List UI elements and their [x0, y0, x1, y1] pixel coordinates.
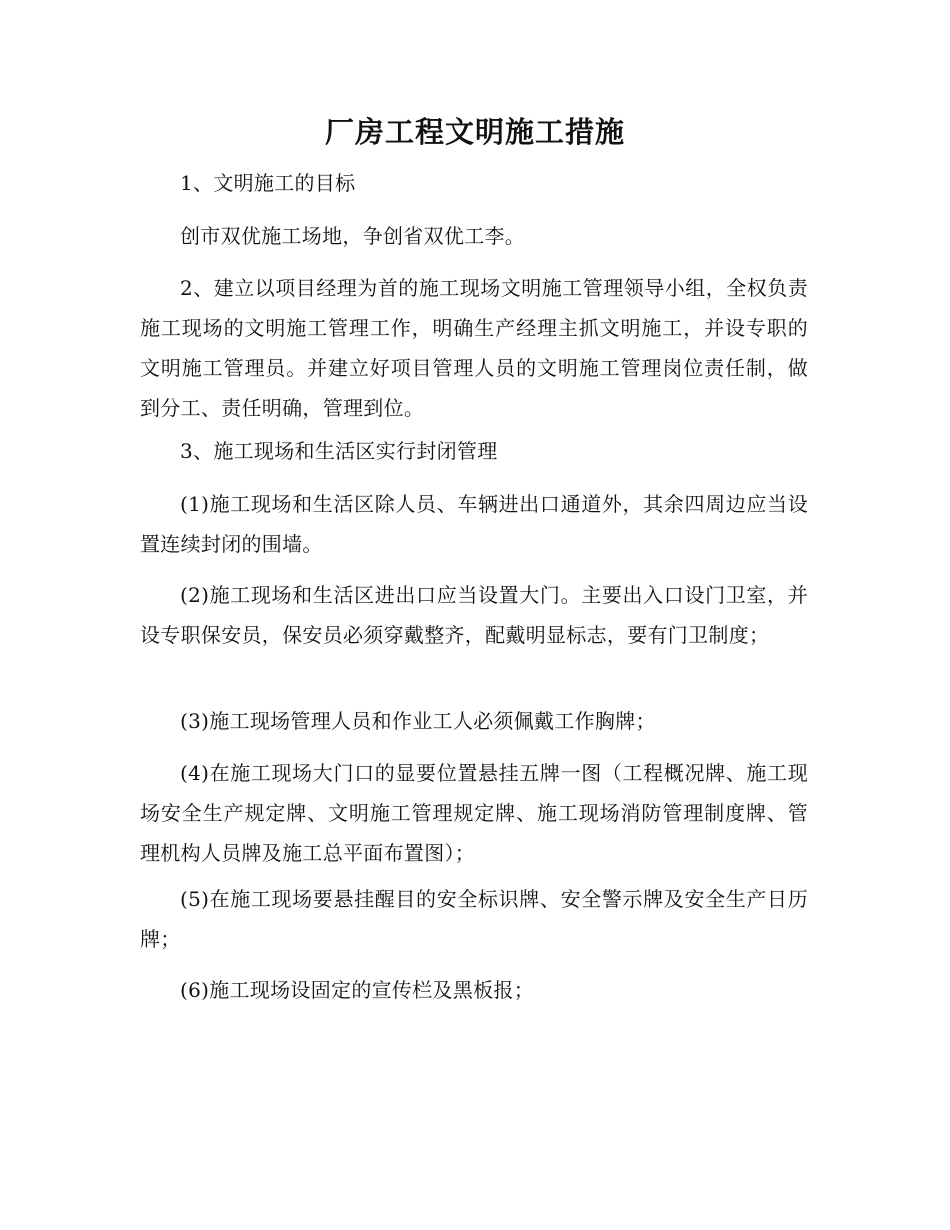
section-heading-goal: 1、文明施工的目标 [180, 171, 356, 195]
paragraph-leadership-group: 2、建立以项目经理为首的施工现场文明施工管理领导小组，全权负责施工现场的文明施工管理工作，明确生产经理主抓文明施工，并设专职的文明施工管理员。并建立好项目管理人员的文明施工管理岗位责任制，做到分工、责任明确，管理到位。 [140, 276, 808, 420]
list-item-2: (2)施工现场和生活区进出口应当设置大门。主要出入口设门卫室，并设专职保安员，保安员必须穿戴整齐，配戴明显标志，要有门卫制度； [140, 583, 808, 647]
list-item-3: (3)施工现场管理人员和作业工人必须佩戴工作胸牌； [180, 709, 656, 733]
list-item-5: (5)在施工现场要悬挂醒目的安全标识牌、安全警示牌及安全生产日历牌； [140, 887, 808, 951]
list-item-4: (4)在施工现场大门口的显要位置悬挂五牌一图（工程概况牌、施工现场安全生产规定牌、文明施工管理规定牌、施工现场消防管理制度牌、管理机构人员牌及施工总平面布置图）； [140, 761, 808, 865]
list-item-1: (1)施工现场和生活区除人员、车辆进出口通道外，其余四周边应当设置连续封闭的围墙。 [140, 492, 808, 556]
document-title: 厂房工程文明施工措施 [324, 115, 625, 149]
section-heading-closed-management: 3、施工现场和生活区实行封闭管理 [180, 439, 498, 463]
paragraph-goal: 创市双优施工场地，争创省双优工李。 [180, 224, 526, 248]
list-item-6: (6)施工现场设固定的宣传栏及黑板报； [180, 978, 535, 1002]
